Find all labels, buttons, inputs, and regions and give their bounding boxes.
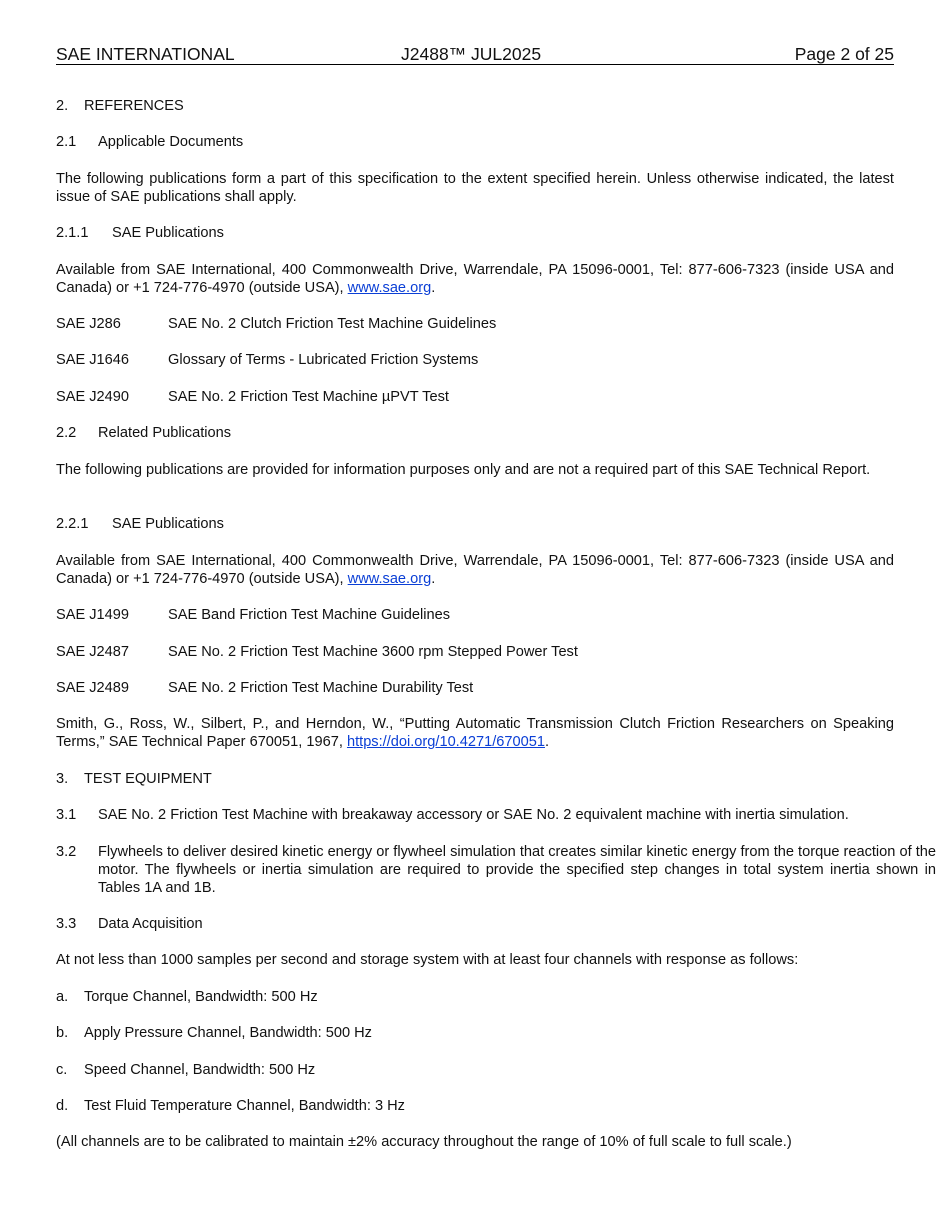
section-2-2-heading bbox=[56, 424, 894, 442]
section-number: 2.2 bbox=[56, 425, 77, 441]
item-text: SAE No. 2 Friction Test Machine with breakaway accessory or SAE No. 2 equivalent machine with inertia simulation. bbox=[98, 807, 849, 823]
sae-website-link[interactable]: www.sae.org bbox=[347, 280, 432, 296]
section-number: 3. bbox=[56, 771, 69, 787]
smith-reference-text: Smith, G., Ross, W., Silbert, P., and Herndon, W., “Putting Automatic Transmission Clutch Friction Researchers on Speaking Terms,” SAE Technical Paper 670051, 1967, bbox=[56, 716, 894, 750]
doi-link[interactable]: https://doi.org/10.4271/670051 bbox=[346, 734, 545, 750]
reference-entry bbox=[56, 315, 894, 333]
reference-entry bbox=[56, 643, 894, 661]
reference-title: SAE No. 2 Friction Test Machine 3600 rpm Stepped Power Test bbox=[168, 644, 578, 660]
channel-list-item bbox=[56, 1024, 894, 1042]
header-doc-id: J2488™ JUL2025 bbox=[401, 44, 542, 64]
list-text: Apply Pressure Channel, Bandwidth: 500 Hz bbox=[84, 1025, 372, 1041]
section-number: 2.1 bbox=[56, 134, 77, 150]
reference-code: SAE J2490 bbox=[56, 389, 130, 405]
section-2-2-1-heading bbox=[56, 515, 894, 533]
item-number: 3.1 bbox=[56, 807, 77, 823]
header-page-number: Page 2 of 25 bbox=[794, 44, 894, 64]
item-number: 3.2 bbox=[56, 844, 77, 860]
equipment-item-3-2 bbox=[56, 843, 936, 897]
list-text: Test Fluid Temperature Channel, Bandwidth: 3 Hz bbox=[84, 1098, 405, 1114]
section-2-1-1-heading bbox=[56, 224, 894, 242]
channel-list-item bbox=[56, 1097, 894, 1115]
section-title: Related Publications bbox=[98, 425, 232, 441]
reference-entry bbox=[56, 606, 894, 624]
list-text: Torque Channel, Bandwidth: 500 Hz bbox=[84, 989, 318, 1005]
reference-entry bbox=[56, 679, 894, 697]
section-2-2-1-availability bbox=[56, 552, 894, 588]
section-2-1-heading bbox=[56, 133, 894, 151]
availability-period: . bbox=[431, 280, 436, 296]
reference-title: Glossary of Terms - Lubricated Friction Systems bbox=[168, 352, 479, 368]
reference-title: SAE No. 2 Clutch Friction Test Machine Guidelines bbox=[168, 316, 497, 332]
reference-code: SAE J1646 bbox=[56, 352, 130, 368]
header-org: SAE INTERNATIONAL bbox=[56, 44, 235, 64]
reference-code: SAE J2489 bbox=[56, 680, 130, 696]
page-header bbox=[56, 44, 894, 65]
list-letter: d. bbox=[56, 1098, 69, 1114]
channel-list-item bbox=[56, 1061, 894, 1079]
reference-code: SAE J286 bbox=[56, 316, 121, 332]
smith-reference-period: . bbox=[544, 734, 550, 750]
reference-title: SAE No. 2 Friction Test Machine µPVT Test bbox=[168, 389, 449, 405]
section-3-heading bbox=[56, 770, 894, 788]
list-text: Speed Channel, Bandwidth: 500 Hz bbox=[84, 1062, 316, 1078]
reference-code: SAE J2487 bbox=[56, 644, 130, 660]
availability-text: Available from SAE International, 400 Commonwealth Drive, Warrendale, PA 15096-0001, Tel: 877-606-7323 (inside USA and Canada) or +1 724-776-4970 (outside USA), bbox=[56, 553, 894, 587]
section-title: Applicable Documents bbox=[98, 134, 244, 150]
reference-title: SAE No. 2 Friction Test Machine Durability Test bbox=[168, 680, 474, 696]
section-title: REFERENCES bbox=[84, 98, 184, 114]
section-number: 2.1.1 bbox=[56, 225, 89, 241]
reference-entry bbox=[56, 388, 894, 406]
reference-entry bbox=[56, 351, 894, 369]
section-number: 2. bbox=[56, 98, 69, 114]
smith-reference bbox=[56, 715, 894, 751]
channel-list-item bbox=[56, 988, 894, 1006]
list-letter: b. bbox=[56, 1025, 69, 1041]
availability-text: Available from SAE International, 400 Commonwealth Drive, Warrendale, PA 15096-0001, Tel: 877-606-7323 (inside USA and Canada) or +1 724-776-4970 (outside USA), bbox=[56, 262, 894, 296]
list-letter: a. bbox=[56, 989, 69, 1005]
section-3-3-heading bbox=[56, 915, 894, 933]
reference-title: SAE Band Friction Test Machine Guidelines bbox=[168, 607, 451, 623]
sae-website-link[interactable]: www.sae.org bbox=[347, 571, 432, 587]
section-number: 3.3 bbox=[56, 916, 77, 932]
calibration-note: (All channels are to be calibrated to maintain ±2% accuracy throughout the range of 10% of full scale to full scale.) bbox=[56, 1134, 792, 1150]
section-number: 2.2.1 bbox=[56, 516, 89, 532]
section-title: TEST EQUIPMENT bbox=[84, 771, 212, 787]
list-letter: c. bbox=[56, 1062, 68, 1078]
section-3-3-paragraph: At not less than 1000 samples per second and storage system with at least four channels with response as follows: bbox=[56, 952, 799, 968]
section-2-1-paragraph: The following publications form a part of this specification to the extent specified herein. Unless otherwise indicated, the latest issue of SAE publications shall apply. bbox=[56, 171, 894, 205]
section-2-1-1-availability bbox=[56, 261, 894, 297]
section-2-2-paragraph: The following publications are provided for information purposes only and are not a required part of this SAE Technical Report. bbox=[56, 462, 871, 478]
section-2-heading bbox=[56, 97, 894, 115]
reference-code: SAE J1499 bbox=[56, 607, 130, 623]
section-title: Data Acquisition bbox=[98, 916, 203, 932]
section-title: SAE Publications bbox=[112, 225, 224, 241]
item-text: Flywheels to deliver desired kinetic energy or flywheel simulation that creates similar kinetic energy from the torque reaction of the motor. The flywheels or inertia simulation are required to provide the specified step changes in total system inertia shown in Tables 1A and 1B. bbox=[98, 844, 936, 896]
section-title: SAE Publications bbox=[112, 516, 224, 532]
availability-period: . bbox=[431, 571, 436, 587]
equipment-item-3-1 bbox=[56, 806, 936, 824]
